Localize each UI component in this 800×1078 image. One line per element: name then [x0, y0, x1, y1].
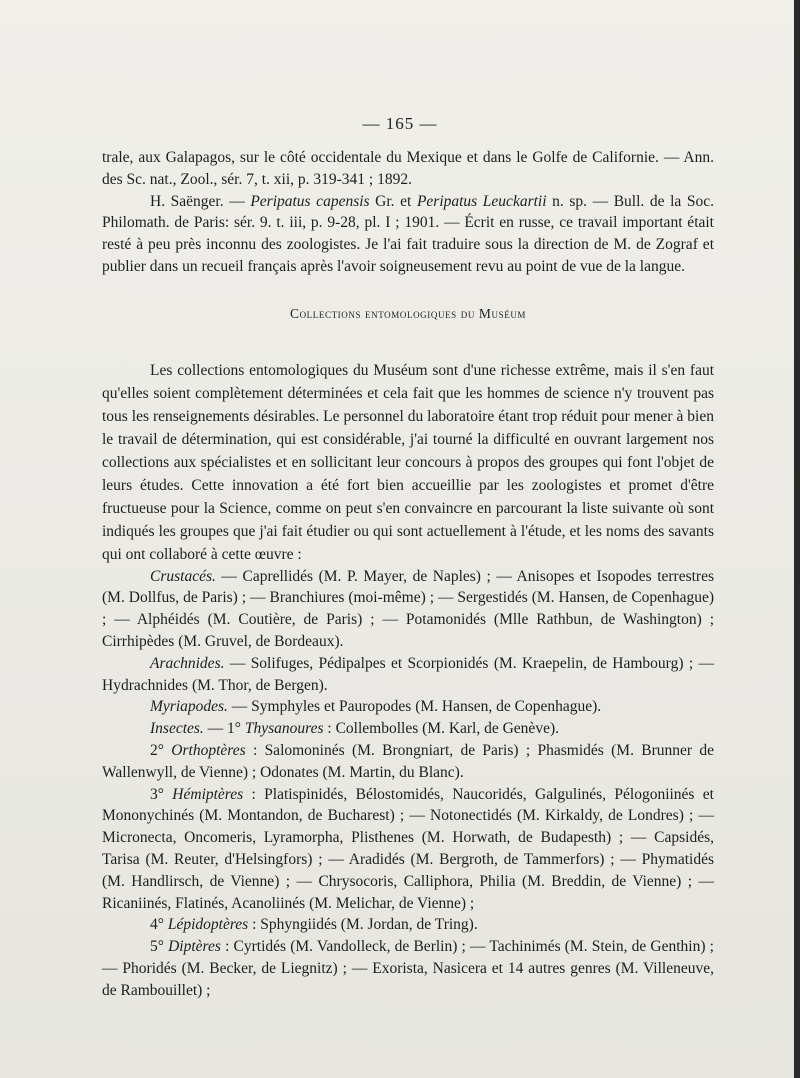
entry-mid: — 1° [203, 720, 245, 738]
entry-sublabel: Thysanoures [244, 720, 324, 738]
saenger-title-1: Peripatus capensis [250, 192, 370, 210]
entry-label: Insectes. [150, 720, 204, 738]
intro-paragraph: Les collections entomologiques du Muséum sont d'une richesse extrême, mais il s'en faut qu'elles soient complètement déterminées et cela fait que les hommes de science n'y trouvent pas tous les renseignements désirables. Le personnel du laboratoire étant trop réduit pour mener à bien le travail de détermination, qui est considérable, j'ai tourné la difficulté en ouvrant largement nos collections aux spécialistes et en sollicitant leur concours à propos des groupes qui font l'objet de leurs études. Cette innovation a été fort bien accueillie par les zoologistes et promet d'être fructueuse pour la Science, comme on peut s'en convaincre en parcourant la liste suivante où sont indiqués les groupes que j'ai fait étudier ou qui sont actuellement à l'étude, et les noms des savants qui ont collaboré à cette œuvre : [102, 361, 714, 563]
entry-myriapodes [102, 696, 714, 718]
entry-label: Hémiptères [172, 785, 244, 803]
entry-dipteres [102, 936, 714, 1001]
entry-text: — Solifuges, Pédipalpes et Scorpionidés (M. Kraepelin, de Hambourg) ; — Hydrachnides (M. Thor, de Bergen). [102, 654, 714, 694]
entry-label: Arachnides. [150, 654, 225, 672]
entry-text: : Salomoninés (M. Brongniart, de Paris) ; Phasmidés (M. Brunner de Wallenwyll, de Vienne) ; Odonates (M. Martin, du Blanc). [102, 741, 714, 781]
entry-label: Diptères [168, 938, 221, 956]
entry-number: 2° [150, 741, 172, 759]
saenger-mid: Gr. et [369, 192, 417, 210]
entry-number: 4° [150, 916, 168, 934]
entry-text: — Caprellidés (M. P. Mayer, de Naples) ; — Anisopes et Isopodes terrestres (M. Dollfus, de Paris) ; — Branchiures (moi-même) ; — Sergestidés (M. Hansen, de Copenhague) ; — Alphéidés (M. Coutière, de Paris) ; — Potamonidés (Mlle Rathbun, de Washington) ; Cirrhipèdes (M. Gruvel, de Bordeaux). [102, 567, 714, 650]
saenger-author: H. Saënger. — [150, 192, 251, 210]
saenger-rest: n. sp. — Bull. de la Soc. Philomath. de Paris: sér. 9. t. iii, p. 9-28, pl. I ; 1901. — Écrit en russe, ce travail important était resté à peu près inconnu des zoologistes. Je l'ai fait traduire sous la direction de M. de Zograf et publier dans un recueil français après l'avoir soigneusement revu au point de vue de la langue. [102, 192, 715, 275]
entry-number: 5° [150, 938, 169, 956]
page-body [102, 147, 714, 1002]
entry-arachnides [102, 653, 714, 697]
page-number: — 165 — [362, 114, 438, 133]
saenger-title-2: Peripatus Leuckartii [416, 192, 547, 210]
entry-text: : Platispinidés, Bélostomidés, Naucoridés, Galgulinés, Pélogoniinés et Mononychinés (M. Montandon, de Bucharest) ; — Notonectidés (M. Kirkaldy, de Londres) ; — Micronecta, Oncomeris, Lyramorpha, Plisthenes (M. Horwath, de Budapesth) ; — Capsidés, Tarisa (M. Reuter, d'Helsingfors) ; — Aradidés (M. Bergroth, de Tammerfors) ; — Phymatidés (M. Handlirsch, de Vienne) ; — Chrysocoris, Calliphora, Philia (M. Breddin, de Vienne) ; — Ricaniinés, Flatinés, Acanoliinés (M. Melichar, de Vienne) ; [102, 785, 714, 912]
paragraph-continued: trale, aux Galapagos, sur le côté occidentale du Mexique et dans le Golfe de Californie. — Ann. des Sc. nat., Zool., sér. 7, t. xii, p. 319-341 ; 1892. [102, 149, 714, 188]
entry-text: — Symphyles et Pauropodes (M. Hansen, de Copenhague). [227, 698, 602, 716]
entry-number: 3° [150, 785, 173, 803]
entry-hemipteres [102, 784, 714, 915]
paragraph-saenger [102, 191, 714, 278]
entry-text: : Collembolles (M. Karl, de Genève). [323, 720, 559, 738]
entry-text: : Cyrtidés (M. Vandolleck, de Berlin) ; — Tachinimés (M. Stein, de Genthin) ; — Phoridés (M. Becker, de Liegnitz) ; — Exorista, Nasicera et 14 autres genres (M. Villeneuve, de Rambouillet) ; [102, 938, 714, 999]
section-heading: Collections entomologiques du Muséum [289, 305, 527, 321]
entry-label: Myriapodes. [150, 698, 228, 716]
entry-lepidopteres [102, 914, 714, 936]
entry-crustaces [102, 566, 714, 653]
page-edge-shadow [794, 0, 800, 1078]
entry-label: Orthoptères [171, 741, 246, 759]
entry-orthopteres [102, 740, 714, 784]
entry-label: Lépidoptères [167, 916, 249, 934]
entry-label: Crustacés. [150, 567, 216, 585]
entry-insectes [102, 718, 714, 740]
entry-text: : Sphyngiidés (M. Jordan, de Tring). [248, 916, 478, 934]
